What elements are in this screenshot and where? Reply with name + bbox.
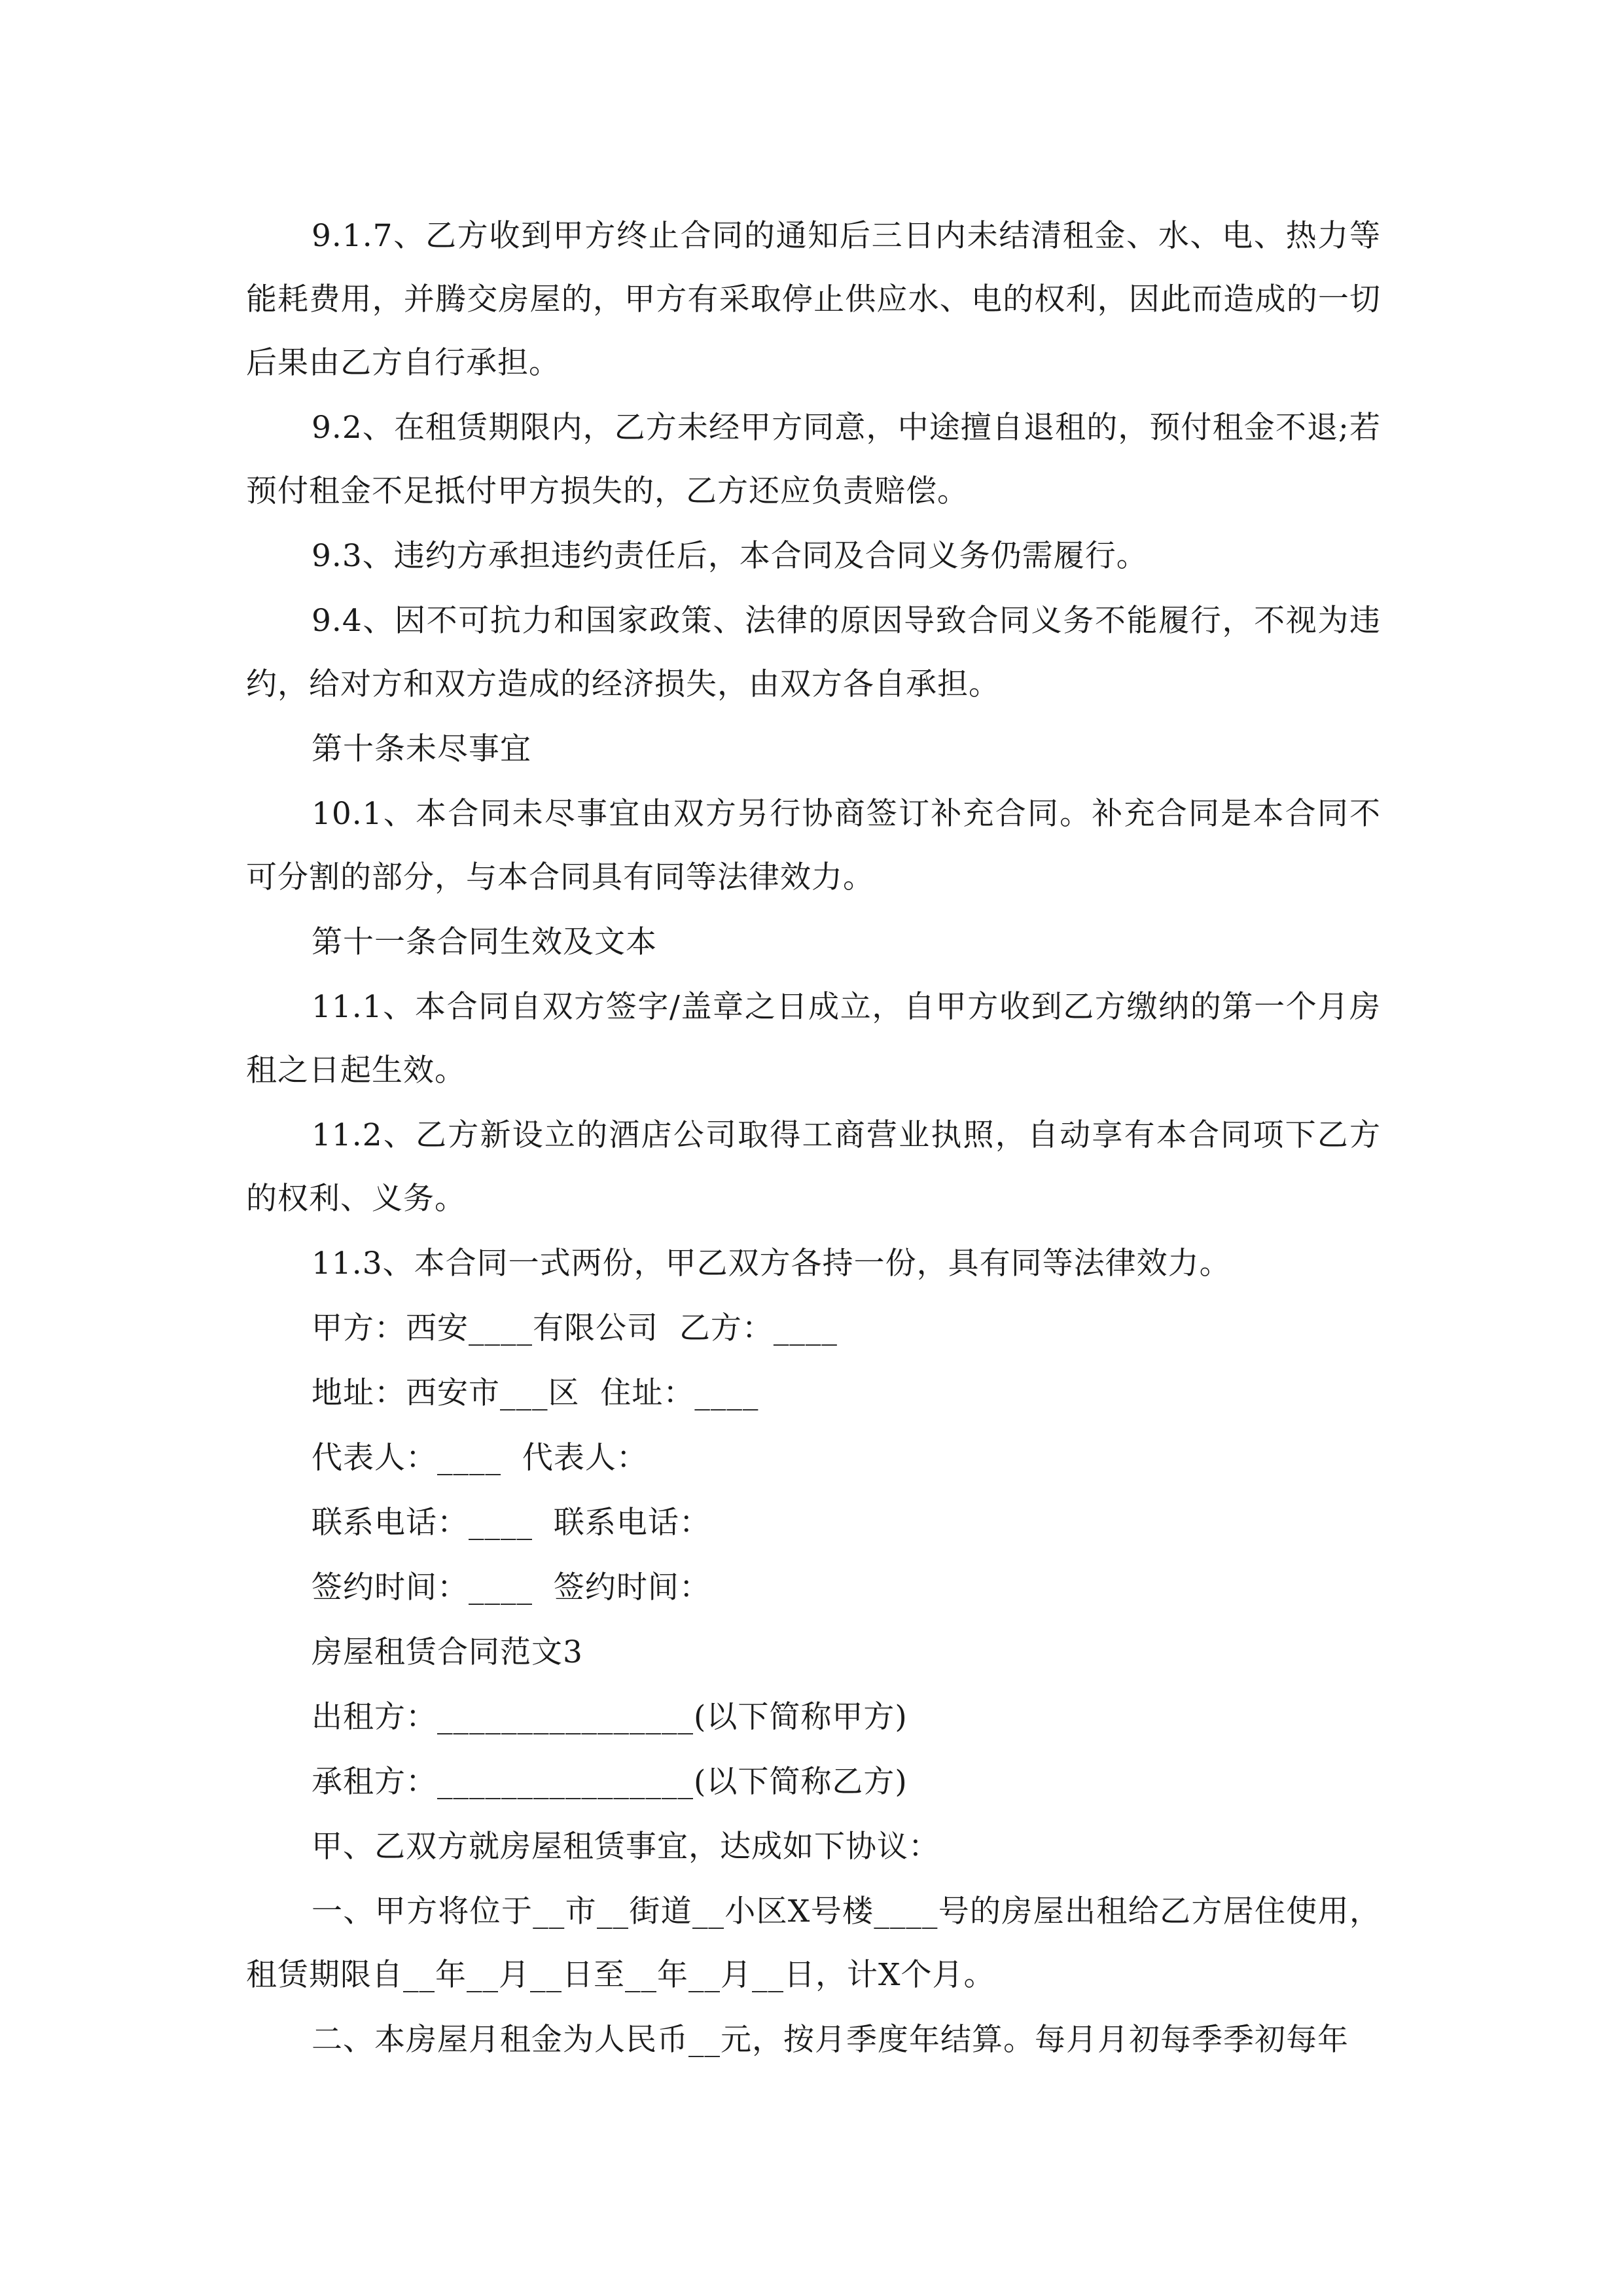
lessee-line: 承租方：________________(以下简称乙方) xyxy=(312,1764,908,1800)
document-body xyxy=(246,204,1381,2073)
clause-11-2: 11.2、乙方新设立的酒店公司取得工商营业执照，自动享有本合同项下乙方的权利、义务。 xyxy=(246,1117,1381,1217)
article-11-heading: 第十一条合同生效及文本 xyxy=(312,924,657,960)
clause-11-1: 11.1、本合同自双方签字/盖章之日成立，自甲方收到乙方缴纳的第一个月房租之日起生效。 xyxy=(246,989,1381,1088)
address-line: 地址：西安市___区 住址：____ xyxy=(312,1375,759,1411)
clause-9-3: 9.3、违约方承担违约责任后，本合同及合同义务仍需履行。 xyxy=(312,538,1148,574)
clause-two: 二、本房屋月租金为人民币__元，按月季度年结算。每月月初每季季初每年 xyxy=(312,2022,1349,2058)
clause-11-3: 11.3、本合同一式两份，甲乙双方各持一份，具有同等法律效力。 xyxy=(312,1246,1231,1282)
signing-date-line: 签约时间：____ 签约时间： xyxy=(312,1570,711,1605)
clause-10-1: 10.1、本合同未尽事宜由双方另行协商签订补充合同。补充合同是本合同不可分割的部分，与本合同具有同等法律效力。 xyxy=(246,796,1381,895)
template-title: 房屋租赁合同范文3 xyxy=(312,1634,583,1670)
clause-9-4: 9.4、因不可抗力和国家政策、法律的原因导致合同义务不能履行，不视为违约，给对方和双方造成的经济损失，由双方各自承担。 xyxy=(246,603,1381,702)
lessor-line: 出租方：________________(以下简称甲方) xyxy=(312,1699,908,1735)
party-line: 甲方：西安____有限公司 乙方：____ xyxy=(312,1310,838,1346)
clause-one: 一、甲方将位于__市__街道__小区X号楼____号的房屋出租给乙方居住使用，租赁期限自__年__月__日至__年__月__日，计X个月。 xyxy=(246,1893,1381,1993)
clause-9-1-7: 9.1.7、乙方收到甲方终止合同的通知后三日内未结清租金、水、电、热力等能耗费用，并腾交房屋的，甲方有采取停止供应水、电的权利，因此而造成的一切后果由乙方自行承担。 xyxy=(246,218,1381,381)
agreement-intro: 甲、乙双方就房屋租赁事宜，达成如下协议： xyxy=(312,1829,940,1865)
clause-9-2: 9.2、在租赁期限内，乙方未经甲方同意，中途擅自退租的，预付租金不退;若预付租金不足抵付甲方损失的，乙方还应负责赔偿。 xyxy=(246,410,1381,509)
phone-line: 联系电话：____ 联系电话： xyxy=(312,1505,711,1541)
article-10-heading: 第十条未尽事宜 xyxy=(312,731,531,767)
representative-line: 代表人：____ 代表人： xyxy=(312,1440,648,1476)
